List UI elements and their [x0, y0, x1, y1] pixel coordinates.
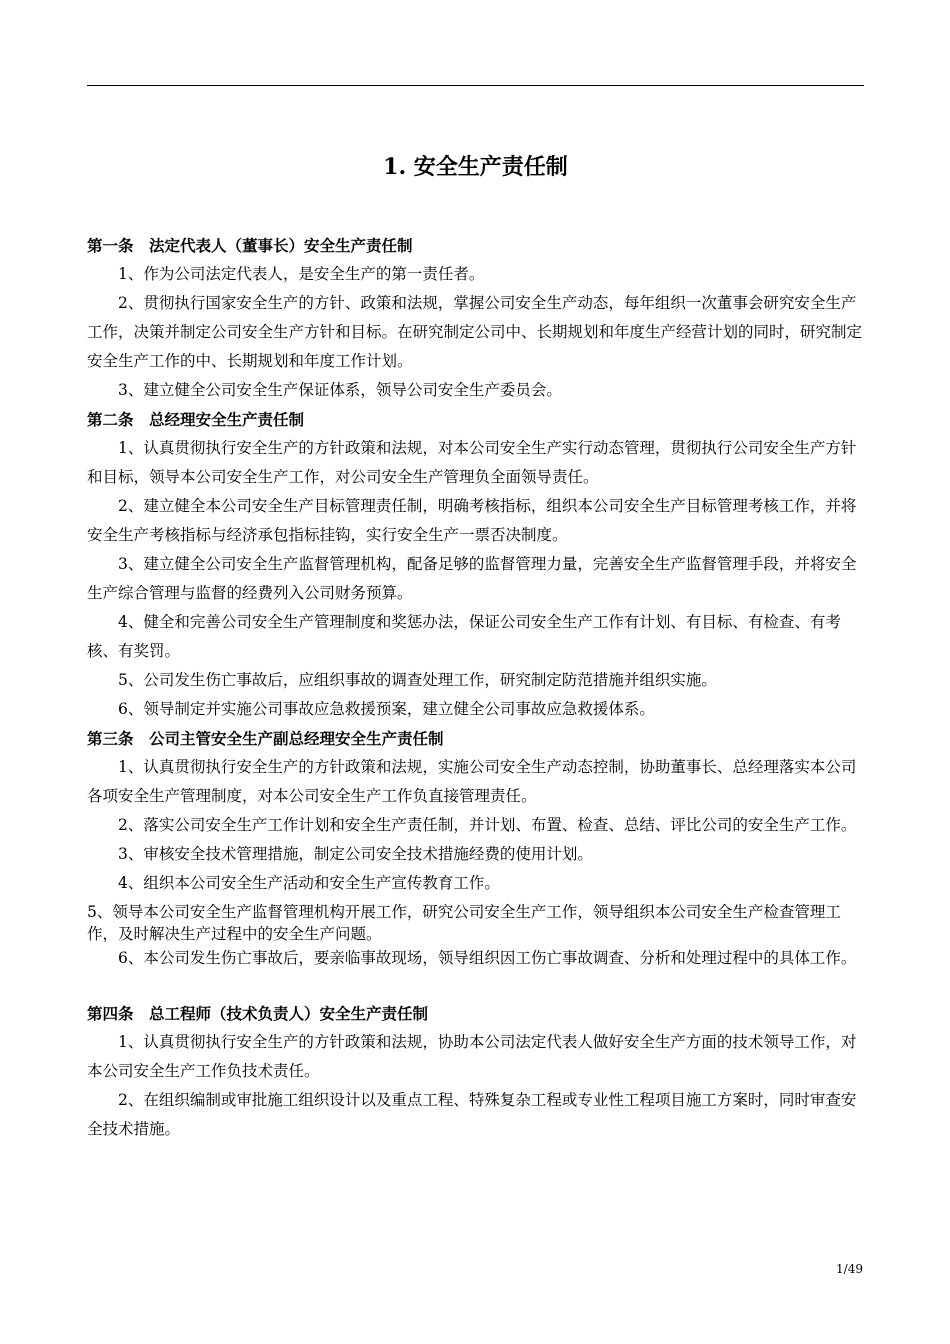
header-rule: [87, 85, 864, 86]
paragraph: 2、建立健全本公司安全生产目标管理责任制，明确考核指标，组织本公司安全生产目标管理考核工作，并将安全生产考核指标与经济承包指标挂钩，实行安全生产一票否决制度。: [87, 497, 857, 544]
paragraph: 1、认真贯彻执行安全生产的方针政策和法规，实施公司安全生产动态控制，协助董事长、总经理落实本公司各项安全生产管理制度，对本公司安全生产工作负直接管理责任。: [87, 758, 857, 805]
article-heading: 第一条 法定代表人（董事长）安全生产责任制: [87, 236, 413, 255]
paragraph: 2、贯彻执行国家安全生产的方针、政策和法规，掌握公司安全生产动态，每年组织一次董事会研究安全生产工作，决策并制定公司安全生产方针和目标。在研究制定公司中、长期规划和年度生产经营计划的同时，研究制定安全生产工作的中、长期规划和年度工作计划。: [87, 294, 863, 370]
paragraph: 3、审核安全技术管理措施，制定公司安全技术措施经费的使用计划。: [118, 845, 593, 863]
paragraph: 3、建立健全公司安全生产监督管理机构，配备足够的监督管理力量，完善安全生产监督管理手段，并将安全生产综合管理与监督的经费列入公司财务预算。: [87, 555, 857, 602]
paragraph: 2、在组织编制或审批施工组织设计以及重点工程、特殊复杂工程或专业性工程项目施工方案时，同时审查安全技术措施。: [87, 1091, 857, 1138]
paragraph: 5、领导本公司安全生产监督管理机构开展工作，研究公司安全生产工作，领导组织本公司安全生产检查管理工作，及时解决生产过程中的安全生产问题。: [87, 903, 841, 943]
section-gap: [87, 971, 864, 999]
paragraph: 4、健全和完善公司安全生产管理制度和奖惩办法，保证公司安全生产工作有计划、有目标、有检查、有考核、有奖罚。: [87, 613, 841, 660]
paragraph: 5、公司发生伤亡事故后，应组织事故的调查处理工作，研究制定防范措施并组织实施。: [118, 671, 717, 689]
paragraph: 1、认真贯彻执行安全生产的方针政策和法规，对本公司安全生产实行动态管理，贯彻执行公司安全生产方针和目标，领导本公司安全生产工作，对公司安全生产管理负全面领导责任。: [87, 439, 857, 486]
paragraph: 6、本公司发生伤亡事故后，要亲临事故现场，领导组织因工伤亡事故调查、分析和处理过程中的具体工作。: [118, 949, 857, 967]
paragraph: 1、认真贯彻执行安全生产的方针政策和法规，协助本公司法定代表人做好安全生产方面的技术领导工作，对本公司安全生产工作负技术责任。: [87, 1033, 857, 1080]
paragraph: 2、落实公司安全生产工作计划和安全生产责任制，并计划、布置、检查、总结、评比公司的安全生产工作。: [118, 816, 857, 834]
page-number: 1/49: [836, 1262, 863, 1276]
article-heading: 第二条 总经理安全生产责任制: [87, 410, 305, 429]
article-heading: 第三条 公司主管安全生产副总经理安全生产责任制: [87, 729, 444, 748]
paragraph: 4、组织本公司安全生产活动和安全生产宣传教育工作。: [118, 874, 500, 892]
paragraph: 1、作为公司法定代表人，是安全生产的第一责任者。: [118, 265, 485, 283]
document-body: [87, 231, 864, 1144]
document-title: 1. 安全生产责任制: [383, 154, 568, 180]
paragraph: 3、建立健全公司安全生产保证体系，领导公司安全生产委员会。: [118, 381, 562, 399]
article-heading: 第四条 总工程师（技术负责人）安全生产责任制: [87, 1004, 429, 1023]
paragraph: 6、领导制定并实施公司事故应急救援预案，建立健全公司事故应急救援体系。: [118, 700, 655, 718]
